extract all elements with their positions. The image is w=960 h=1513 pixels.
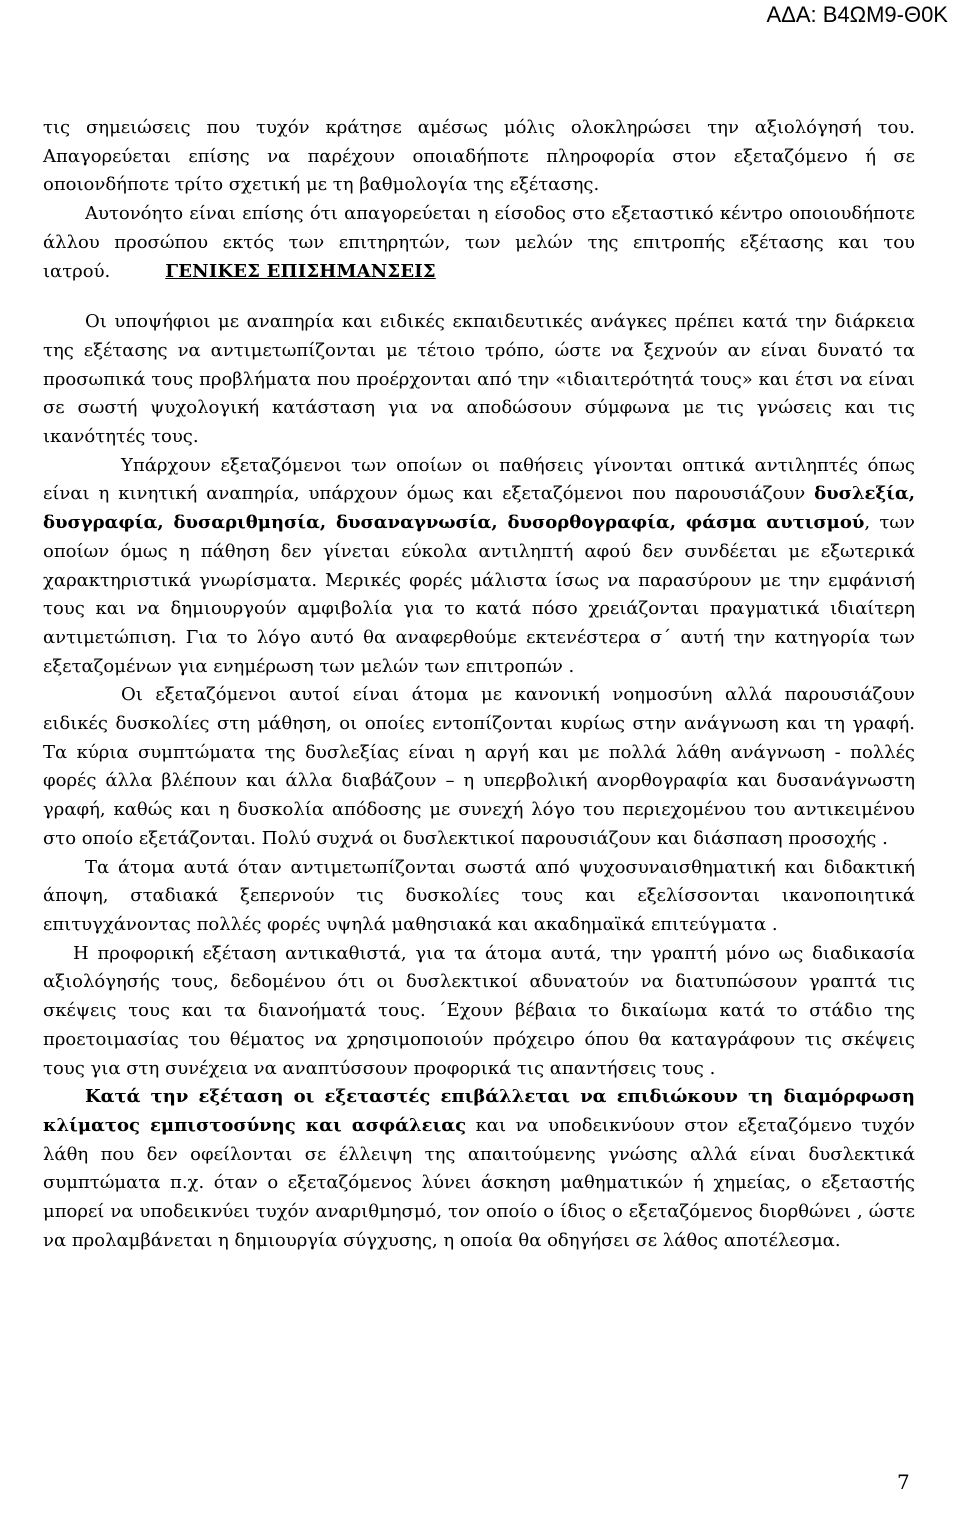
paragraph-exam-notes: τις σημειώσεις που τυχόν κράτησε αμέσως μόλις ολοκληρώσει την αξιολόγησή του. Απαγορεύεται επίσης να παρέχουν οποιαδήποτε πληροφορία στον εξεταζόμενο ή σε οποιονδήποτε τρίτο σχετική με τη βαθμολογία της εξέτασης. bbox=[43, 117, 915, 196]
paragraph-entry-prohibition bbox=[43, 200, 915, 286]
paragraph-conditions bbox=[43, 452, 915, 682]
section-heading: ΓΕΝΙΚΕΣ ΕΠΙΣΗΜΑΝΣΕΙΣ bbox=[165, 260, 436, 282]
paragraph-conditions-pre: Υπάρχουν εξεταζόμενοι των οποίων οι παθήσεις γίνονται οπτικά αντιληπτές όπως είναι η κινητική αναπηρία, υπάρχουν όμως και εξεταζόμενοι που παρουσιάζουν bbox=[43, 454, 915, 505]
paragraph-candidates: Οι υποψήφιοι με αναπηρία και ειδικές εκπαιδευτικές ανάγκες πρέπει κατά την διάρκεια της εξέτασης να αντιμετωπίζονται με τέτοιο τρόπο, ώστε να ξεχνούν αν είναι δυνατό τα προσωπικά τους προβλήματα που προέρχονται από την «ιδιαιτερότητά τους» και έτσι να είναι σε σωστή ψυχολογική κατάσταση για να αποδώσουν σύμφωνα με τις γνώσεις και τις ικανότητές τους. bbox=[43, 311, 915, 448]
document-body bbox=[43, 114, 915, 1255]
examiners-emphasis: Κατά την εξέταση οι εξεταστές επιβάλλεται να επιδιώκουν τη διαμόρφωση κλίματος εμπιστοσύνης και ασφάλειας bbox=[43, 1086, 915, 1136]
ada-code: ΑΔΑ: Β4ΩΜ9-Θ0Κ bbox=[766, 2, 948, 27]
conditions-list: δυσλεξία, δυσγραφία, δυσαριθμησία, δυσαναγνωσία, δυσορθογραφία, φάσμα αυτισμού bbox=[43, 483, 915, 534]
paragraph-examiners bbox=[43, 1083, 915, 1255]
page-number: 7 bbox=[897, 1470, 910, 1494]
paragraph-treatment: Τα άτομα αυτά όταν αντιμετωπίζονται σωστά από ψυχοσυναισθηματική και διδακτική άποψη, σταδιακά ξεπερνούν τις δυσκολίες τους και εξελίσσονται ικανοποιητικά επιτυγχάνοντας πολλές φορές υψηλά μαθησιακά και ακαδημαϊκά επιτεύγματα . bbox=[43, 856, 915, 935]
paragraph-conditions-post: , των οποίων όμως η πάθηση δεν γίνεται εύκολα αντιληπτή αφού δεν συνδέεται με εξωτερικά χαρακτηριστικά γνωρίσματα. Μερικές φορές μάλιστα ίσως να παρασύρουν με την εμφάνισή τους και να δημιουργούν αμφιβολία για το κατά πόσο χρειάζονται πραγματικά ιδιαίτερη αντιμετώπιση. Για το λόγο αυτό θα αναφερθούμε εκτενέστερα σ΄ αυτή την κατηγορία των εξεταζομένων για ενημέρωση των μελών των επιτροπών . bbox=[43, 512, 915, 677]
paragraph-examiners-post: και να υποδεικνύουν στον εξεταζόμενο τυχόν λάθη που δεν οφείλονται σε έλλειψη της απαιτούμενης γνώσης αλλά είναι δυσλεκτικά συμπτώματα π.χ. όταν ο εξεταζόμενος λύνει άσκηση μαθηματικών ή χημείας, ο εξεταστής μπορεί να υποδεικνύει τυχόν αναριθμησμό, τον οποίο ο ίδιος ο εξεταζόμενος διορθώνει , ώστε να προλαμβάνεται η δημιουργία σύγχυσης, η οποία θα οδηγήσει σε λάθος αποτέλεσμα. bbox=[43, 1114, 916, 1251]
paragraph-dyslexia: Οι εξεταζόμενοι αυτοί είναι άτομα με κανονική νοημοσύνη αλλά παρουσιάζουν ειδικές δυσκολίες στη μάθηση, οι οποίες εντοπίζονται κυρίως στην ανάγνωση και τη γραφή. Τα κύρια συμπτώματα της δυσλεξίας είναι η αργή και με πολλά λάθη ανάγνωση - πολλές φορές άλλα βλέπουν και άλλα διαβάζουν – η υπερβολική ανορθογραφία και δυσανάγνωστη γραφή, καθώς και η δυσκολία απόδοσης με συνεχή λόγο του περιεχομένου του αντικειμένου στο οποίο εξετάζονται. Πολύ συχνά οι δυσλεκτικοί παρουσιάζουν και διάσπαση προσοχής . bbox=[43, 684, 915, 849]
paragraph-entry-prohibition-text: Αυτονόητο είναι επίσης ότι απαγορεύεται η είσοδος στο εξεταστικό κέντρο οποιουδήποτε άλλου προσώπου εκτός των επιτηρητών, των μελών της επιτροπής εξέτασης και του ιατρού. bbox=[43, 203, 915, 282]
paragraph-oral-exam: Η προφορική εξέταση αντικαθιστά, για τα άτομα αυτά, την γραπτή μόνο ως διαδικασία αξιολόγησής τους, δεδομένου ότι οι δυσλεκτικοί αδυνατούν να διατυπώσουν γραπτά τις σκέψεις τους και τα διανοήματά τους. ΄Εχουν βέβαια το δικαίωμα κατά το στάδιο της προετοιμασίας του θέματος να χρησιμοποιούν πρόχειρο όπου θα καταγράφουν τις σκέψεις τους για στη συνέχεια να αναπτύσσουν προφορικά τις απαντήσεις τους . bbox=[43, 942, 915, 1079]
